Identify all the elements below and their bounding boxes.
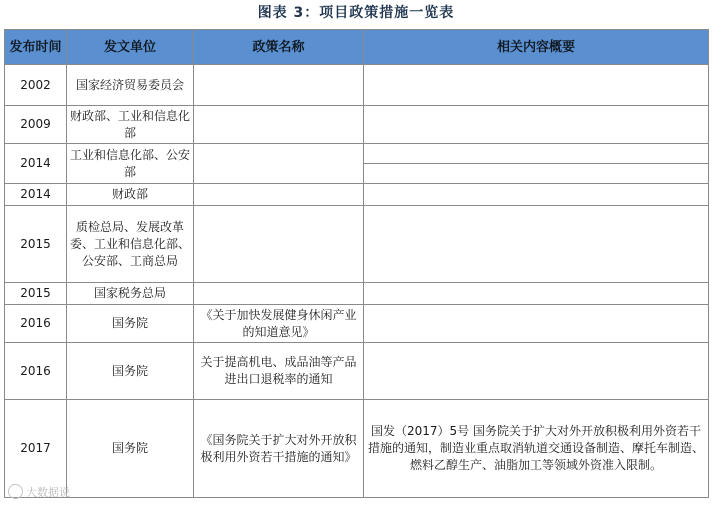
cell-unit: 质检总局、发展改革委、工业和信息化部、公安部、工商总局 (67, 206, 194, 283)
cell-content: 国发（2017）5号 国务院关于扩大对外开放积极利用外资若干措施的通知，制造业重点取消轨道交通设备制造、摩托车制造、燃料乙醇生产、油脂加工等领域外资准入限制。 (364, 400, 709, 498)
header-row (5, 30, 709, 65)
cell-name (194, 184, 364, 206)
cell-name (194, 144, 364, 184)
cell-content (364, 144, 709, 184)
cell-year: 2015 (5, 206, 67, 283)
cell-unit: 国务院 (67, 305, 194, 343)
cell-content (364, 283, 709, 305)
cell-year: 2002 (5, 65, 67, 106)
cell-name (194, 106, 364, 144)
header-name: 政策名称 (194, 30, 364, 65)
cell-content (364, 305, 709, 343)
cell-content (364, 184, 709, 206)
cell-content (364, 343, 709, 400)
cell-name (194, 283, 364, 305)
table-row (5, 400, 709, 498)
policy-table (4, 29, 709, 498)
table-row (5, 184, 709, 206)
cell-name: 《国务院关于扩大对外开放积极利用外资若干措施的通知》 (194, 400, 364, 498)
cell-year: 2014 (5, 184, 67, 206)
table-row (5, 144, 709, 184)
cell-year: 2016 (5, 343, 67, 400)
cell-unit: 财政部 (67, 184, 194, 206)
header-unit: 发文单位 (67, 30, 194, 65)
cell-year: 2016 (5, 305, 67, 343)
table-row (5, 106, 709, 144)
cell-name: 《关于加快发展健身休闲产业的知道意见》 (194, 305, 364, 343)
table-row (5, 305, 709, 343)
watermark-logo-icon (8, 484, 23, 499)
table-row (5, 283, 709, 305)
header-year: 发布时间 (5, 30, 67, 65)
table-title: 图表 3：项目政策措施一览表 (257, 5, 455, 21)
content-split (364, 163, 708, 164)
cell-content (364, 206, 709, 283)
cell-content (364, 65, 709, 106)
cell-unit: 财政部、工业和信息化部 (67, 106, 194, 144)
content-upper (364, 163, 708, 164)
cell-year: 2017 (5, 400, 67, 498)
cell-name (194, 65, 364, 106)
table-row (5, 206, 709, 283)
header-content: 相关内容概要 (364, 30, 709, 65)
watermark-text: 大数据说 (26, 486, 70, 499)
cell-name: 关于提高机电、成品油等产品进出口退税率的通知 (194, 343, 364, 400)
cell-year: 2009 (5, 106, 67, 144)
cell-unit: 工业和信息化部、公安部 (67, 144, 194, 184)
cell-content (364, 106, 709, 144)
cell-unit: 国家经济贸易委员会 (67, 65, 194, 106)
cell-name (194, 206, 364, 283)
table-row (5, 343, 709, 400)
cell-unit: 国务院 (67, 400, 194, 498)
cell-year: 2015 (5, 283, 67, 305)
cell-year: 2014 (5, 144, 67, 184)
cell-unit: 国务院 (67, 343, 194, 400)
cell-unit: 国家税务总局 (67, 283, 194, 305)
table-row (5, 65, 709, 106)
watermark (8, 484, 70, 500)
